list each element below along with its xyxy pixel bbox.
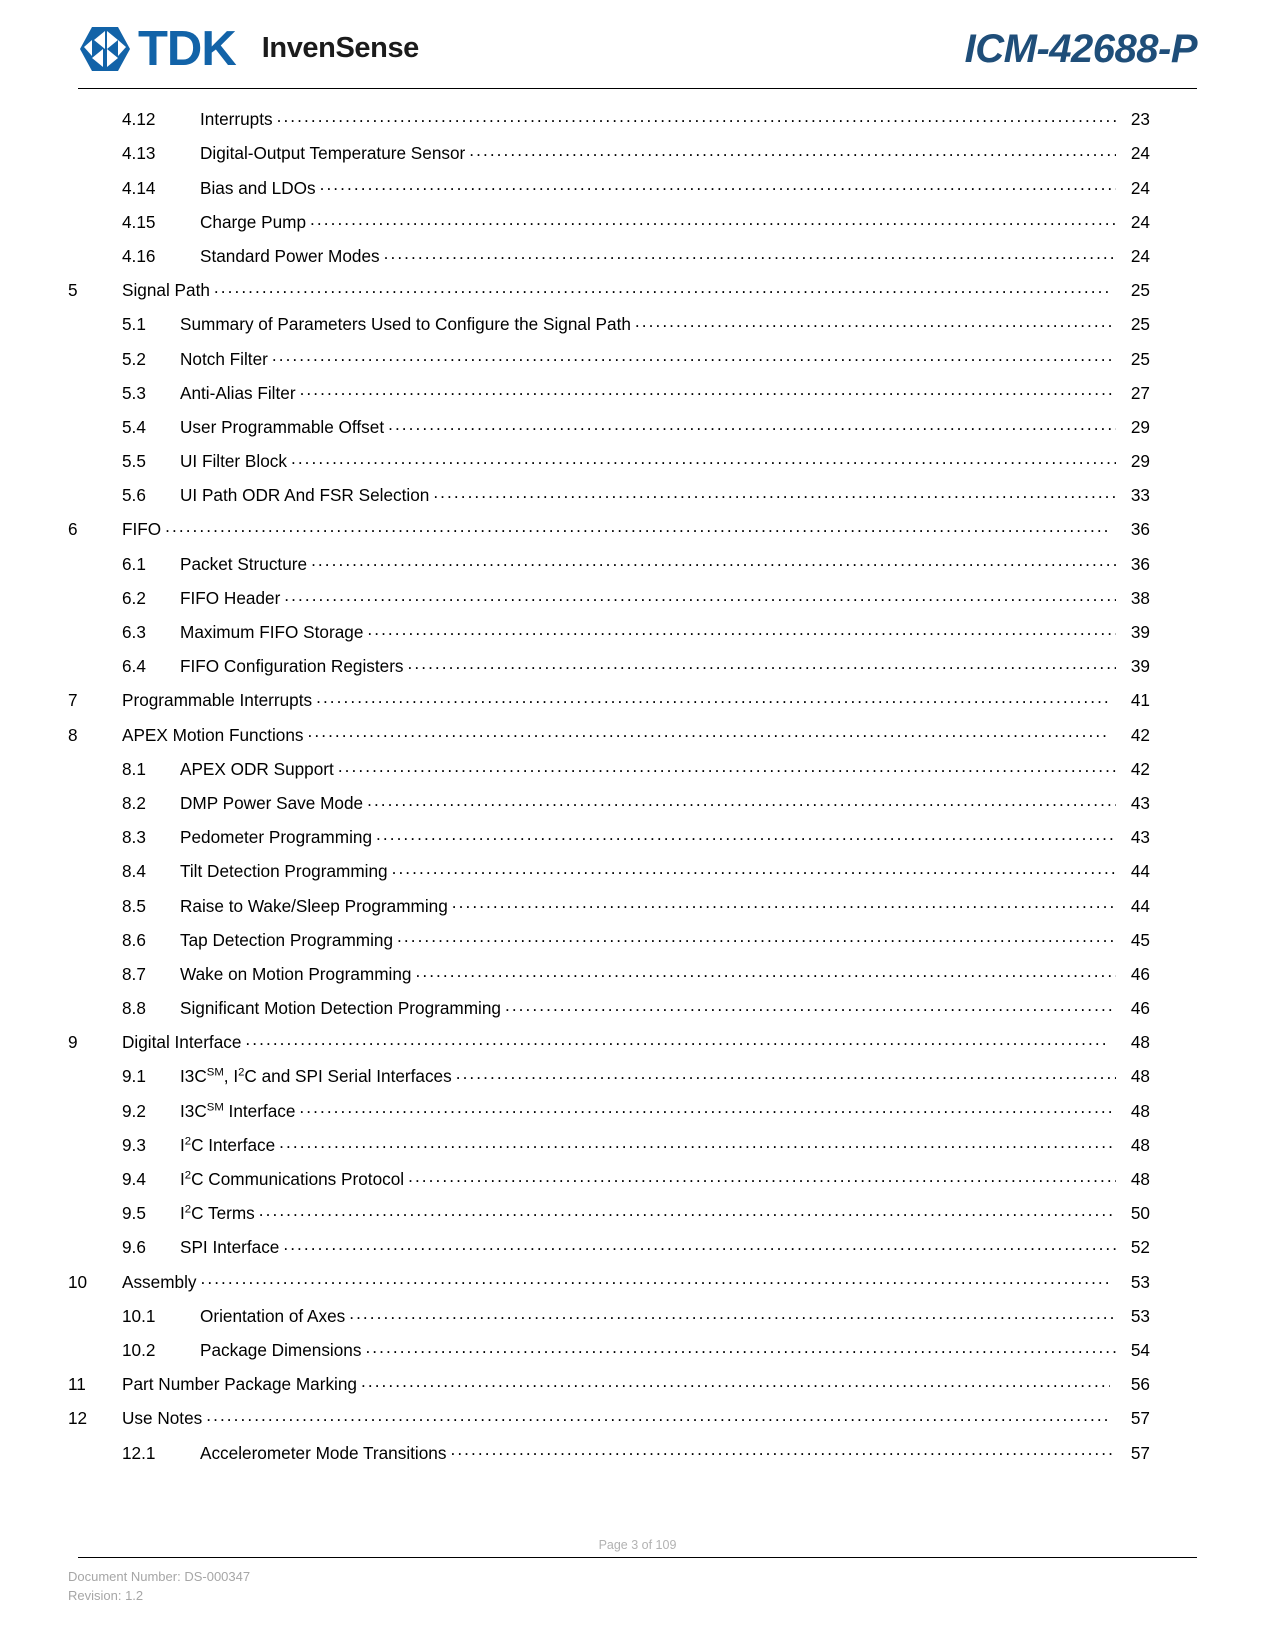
toc-leader-dots bbox=[408, 655, 1116, 672]
toc-entry-number: 9.1 bbox=[122, 1066, 146, 1087]
toc-entry[interactable] bbox=[68, 518, 1150, 552]
toc-entry-page: 39 bbox=[1130, 656, 1150, 677]
toc-leader-dots bbox=[416, 963, 1117, 980]
document-number: Document Number: DS-000347 bbox=[68, 1569, 251, 1584]
toc-entry-number: 12 bbox=[68, 1408, 88, 1429]
toc-entry-number: 5 bbox=[68, 280, 78, 301]
toc-entry[interactable] bbox=[68, 929, 1150, 963]
toc-entry-title: FIFO Header bbox=[180, 587, 281, 608]
toc-entry[interactable] bbox=[68, 484, 1150, 518]
toc-entry[interactable] bbox=[68, 1373, 1150, 1407]
toc-leader-dots bbox=[338, 758, 1116, 775]
toc-entry-number: 4.13 bbox=[122, 143, 156, 164]
toc-leader-dots bbox=[320, 176, 1116, 193]
toc-entry-title: UI Path ODR And FSR Selection bbox=[180, 485, 430, 506]
page-header bbox=[0, 0, 1275, 92]
toc-entry-page: 24 bbox=[1130, 177, 1150, 198]
toc-entry-number: 9.4 bbox=[122, 1169, 146, 1189]
toc-leader-dots bbox=[308, 723, 1110, 740]
toc-leader-dots bbox=[452, 894, 1116, 911]
toc-entry-number: 10.1 bbox=[122, 1305, 156, 1326]
toc-entry[interactable] bbox=[68, 1407, 1150, 1441]
toc-entry-title: Packet Structure bbox=[180, 553, 308, 574]
toc-leader-dots bbox=[277, 108, 1116, 125]
toc-entry-title: FIFO Configuration Registers bbox=[180, 656, 404, 677]
toc-entry[interactable] bbox=[68, 108, 1150, 142]
toc-entry-page: 48 bbox=[1130, 1100, 1150, 1121]
toc-entry[interactable] bbox=[68, 552, 1150, 586]
toc-entry-title: APEX ODR Support bbox=[180, 758, 334, 779]
toc-entry-number: 8.6 bbox=[122, 929, 146, 950]
toc-entry-number: 4.15 bbox=[122, 211, 156, 232]
toc-entry-page: 48 bbox=[1130, 1032, 1150, 1053]
toc-entry-page: 33 bbox=[1130, 485, 1150, 506]
toc-entry-number: 8.4 bbox=[122, 861, 146, 882]
toc-entry-page: 56 bbox=[1130, 1374, 1150, 1395]
toc-entry-title: Maximum FIFO Storage bbox=[180, 622, 364, 642]
toc-entry-number: 5.6 bbox=[122, 485, 146, 506]
toc-entry[interactable] bbox=[68, 279, 1150, 313]
toc-leader-dots bbox=[311, 552, 1116, 569]
toc-leader-dots bbox=[316, 689, 1110, 706]
toc-entry-page: 23 bbox=[1130, 109, 1150, 130]
toc-leader-dots bbox=[505, 997, 1116, 1014]
toc-entry[interactable] bbox=[68, 1134, 1150, 1168]
toc-entry-page: 46 bbox=[1130, 963, 1150, 984]
toc-entry-page: 42 bbox=[1130, 724, 1150, 745]
toc-entry-page: 25 bbox=[1130, 348, 1150, 369]
toc-entry-title: FIFO bbox=[122, 519, 162, 540]
toc-entry[interactable] bbox=[68, 1202, 1150, 1236]
toc-entry-title: Charge Pump bbox=[200, 211, 307, 232]
toc-entry[interactable] bbox=[68, 792, 1150, 826]
toc-entry-title: $I^2C$ Interface bbox=[180, 1134, 276, 1155]
toc-entry-page: 43 bbox=[1130, 827, 1150, 848]
toc-entry-page: 42 bbox=[1130, 758, 1150, 779]
toc-entry-number: 12.1 bbox=[122, 1442, 156, 1463]
toc-entry[interactable] bbox=[68, 1305, 1150, 1339]
toc-entry-number: 10 bbox=[68, 1271, 88, 1292]
toc-entry[interactable] bbox=[68, 655, 1150, 689]
toc-leader-dots bbox=[349, 1305, 1116, 1322]
toc-entry-title: DMP Power Save Mode bbox=[180, 792, 364, 813]
toc-entry-title: Signal Path bbox=[122, 280, 210, 301]
document-revision: Revision: 1.2 bbox=[68, 1587, 144, 1603]
toc-entry[interactable] bbox=[68, 587, 1150, 621]
toc-entry-page: 48 bbox=[1130, 1169, 1150, 1189]
toc-entry[interactable] bbox=[68, 313, 1150, 347]
toc-leader-dots bbox=[365, 1339, 1116, 1356]
toc-entry[interactable] bbox=[68, 347, 1150, 381]
toc-leader-dots bbox=[388, 416, 1116, 433]
toc-entry-title: Assembly bbox=[122, 1271, 197, 1292]
toc-entry[interactable] bbox=[68, 1099, 1150, 1133]
toc-entry-page: 24 bbox=[1130, 143, 1150, 164]
toc-leader-dots bbox=[299, 1099, 1116, 1116]
tdk-wordmark: TDK bbox=[138, 21, 236, 76]
toc-entry-title: Programmable Interrupts bbox=[122, 690, 313, 711]
toc-entry-title: Part Number Package Marking bbox=[122, 1374, 357, 1395]
toc-entry-page: 43 bbox=[1130, 792, 1150, 813]
toc-entry-number: 8.1 bbox=[122, 758, 146, 779]
toc-entry[interactable] bbox=[68, 450, 1150, 484]
toc-entry-number: 5.4 bbox=[122, 416, 146, 437]
toc-entry-number: 9.2 bbox=[122, 1100, 146, 1121]
toc-entry-number: 4.14 bbox=[122, 177, 156, 198]
toc-entry-page: 25 bbox=[1130, 280, 1150, 301]
toc-leader-dots bbox=[361, 1373, 1110, 1390]
toc-entry-title: Tilt Detection Programming bbox=[180, 861, 388, 882]
toc-entry-title: Accelerometer Mode Transitions bbox=[200, 1442, 447, 1463]
toc-entry[interactable] bbox=[68, 860, 1150, 894]
toc-leader-dots bbox=[408, 1168, 1116, 1185]
toc-entry-page: 53 bbox=[1130, 1305, 1150, 1326]
toc-entry-number: 6.4 bbox=[122, 656, 146, 677]
toc-entry[interactable] bbox=[68, 963, 1150, 997]
toc-entry-title: Orientation of Axes bbox=[200, 1305, 346, 1326]
toc-entry-number: 9.5 bbox=[122, 1203, 146, 1224]
toc-entry-page: 24 bbox=[1130, 245, 1150, 266]
toc-entry-page: 39 bbox=[1130, 622, 1150, 642]
toc-entry-number: 7 bbox=[68, 690, 78, 711]
toc-entry-page: 48 bbox=[1130, 1134, 1150, 1155]
toc-entry-title: Tap Detection Programming bbox=[180, 929, 394, 950]
toc-entry-page: 48 bbox=[1130, 1066, 1150, 1087]
toc-leader-dots bbox=[433, 484, 1116, 501]
toc-entry-page: 45 bbox=[1130, 929, 1150, 950]
toc-entry[interactable] bbox=[68, 382, 1150, 416]
toc-entry[interactable] bbox=[68, 142, 1150, 176]
toc-entry-page: 50 bbox=[1130, 1203, 1150, 1224]
toc-entry-number: 9 bbox=[68, 1032, 78, 1053]
toc-entry-title: Use Notes bbox=[122, 1408, 203, 1429]
invensense-wordmark: InvenSense bbox=[261, 31, 419, 64]
toc-leader-dots bbox=[397, 929, 1116, 946]
toc-leader-dots bbox=[310, 211, 1116, 228]
toc-entry[interactable] bbox=[68, 1270, 1150, 1304]
toc-entry[interactable] bbox=[68, 1339, 1150, 1373]
toc-entry-title: Digital Interface bbox=[122, 1032, 242, 1053]
tdk-diamond-logo-icon bbox=[78, 25, 132, 73]
toc-entry-number: 11 bbox=[68, 1374, 86, 1395]
toc-entry-title: Raise to Wake/Sleep Programming bbox=[180, 895, 448, 916]
toc-entry-page: 46 bbox=[1130, 998, 1150, 1019]
toc-entry-title: Digital-Output Temperature Sensor bbox=[200, 143, 466, 164]
toc-entry-title: User Programmable Offset bbox=[180, 416, 385, 437]
toc-entry-page: 44 bbox=[1130, 895, 1150, 916]
toc-leader-dots bbox=[450, 1441, 1116, 1458]
toc-leader-dots bbox=[300, 382, 1116, 399]
toc-entry[interactable] bbox=[68, 723, 1150, 757]
toc-entry-title: Bias and LDOs bbox=[200, 177, 316, 198]
toc-entry-page: 27 bbox=[1130, 382, 1150, 403]
toc-leader-dots bbox=[376, 826, 1116, 843]
toc-entry-page: 25 bbox=[1130, 314, 1150, 335]
toc-entry-title: Summary of Parameters Used to Configure the Signal Path bbox=[180, 314, 631, 335]
toc-entry-number: 8.7 bbox=[122, 963, 146, 984]
toc-leader-dots bbox=[291, 450, 1116, 467]
toc-entry-page: 52 bbox=[1130, 1237, 1150, 1258]
toc-entry[interactable] bbox=[68, 1236, 1150, 1270]
toc-leader-dots bbox=[384, 245, 1116, 262]
toc-leader-dots bbox=[201, 1270, 1111, 1287]
toc-entry-number: 10.2 bbox=[122, 1339, 156, 1360]
toc-entry-number: 8.3 bbox=[122, 827, 146, 848]
toc-entry-page: 29 bbox=[1130, 451, 1150, 472]
toc-entry-page: 38 bbox=[1130, 587, 1150, 608]
toc-entry-number: 9.6 bbox=[122, 1237, 146, 1258]
page-number-label: Page 3 of 109 bbox=[598, 1538, 677, 1552]
toc-leader-dots bbox=[284, 587, 1116, 604]
toc-leader-dots bbox=[456, 1065, 1116, 1082]
toc-entry-title: Anti-Alias Filter bbox=[180, 382, 296, 403]
toc-entry-page: 57 bbox=[1130, 1408, 1150, 1429]
toc-entry-number: 9.3 bbox=[122, 1134, 146, 1155]
table-of-contents bbox=[68, 108, 1150, 1476]
toc-entry-page: 57 bbox=[1130, 1442, 1150, 1463]
toc-entry[interactable] bbox=[68, 1441, 1150, 1475]
toc-entry[interactable] bbox=[68, 621, 1150, 655]
toc-entry-page: 24 bbox=[1130, 211, 1150, 232]
part-number-title: ICM-42688-P bbox=[964, 27, 1197, 71]
toc-entry-title: Interrupts bbox=[200, 109, 273, 130]
toc-entry-number: 5.5 bbox=[122, 451, 146, 472]
toc-entry[interactable] bbox=[68, 689, 1150, 723]
toc-entry[interactable] bbox=[68, 997, 1150, 1031]
footer-metadata bbox=[68, 1568, 250, 1606]
toc-entry-number: 5.1 bbox=[122, 314, 146, 335]
toc-leader-dots bbox=[392, 860, 1116, 877]
toc-entry-page: 29 bbox=[1130, 416, 1150, 437]
toc-entry[interactable] bbox=[68, 1031, 1150, 1065]
toc-entry-title: Package Dimensions bbox=[200, 1339, 362, 1360]
toc-entry-number: 5.2 bbox=[122, 348, 146, 369]
toc-entry-title: Wake on Motion Programming bbox=[180, 963, 412, 984]
toc-entry-page: 54 bbox=[1130, 1339, 1150, 1360]
toc-entry-number: 8 bbox=[68, 724, 78, 745]
toc-leader-dots bbox=[469, 142, 1116, 159]
toc-entry-title: APEX Motion Functions bbox=[122, 724, 304, 745]
toc-entry[interactable] bbox=[68, 826, 1150, 860]
toc-entry-title: UI Filter Block bbox=[180, 451, 287, 472]
toc-leader-dots bbox=[165, 518, 1110, 535]
brand-logo bbox=[78, 21, 419, 76]
toc-leader-dots bbox=[367, 621, 1116, 638]
toc-entry-title: I3C℠, $I^2C$ and SPI Serial Interfaces bbox=[180, 1066, 452, 1087]
toc-entry-number: 4.16 bbox=[122, 245, 156, 266]
footer-divider bbox=[78, 1557, 1197, 1558]
toc-entry[interactable] bbox=[68, 1168, 1150, 1202]
toc-entry[interactable] bbox=[68, 176, 1150, 210]
toc-entry-number: 4.12 bbox=[122, 109, 156, 130]
toc-entry-title: $I^2C$ Communications Protocol bbox=[180, 1169, 405, 1189]
toc-entry-number: 6 bbox=[68, 519, 78, 540]
toc-leader-dots bbox=[283, 1236, 1116, 1253]
toc-entry[interactable] bbox=[68, 1065, 1150, 1099]
toc-entry-number: 8.8 bbox=[122, 998, 146, 1019]
toc-entry[interactable] bbox=[68, 416, 1150, 450]
toc-leader-dots bbox=[367, 792, 1116, 809]
toc-entry-page: 44 bbox=[1130, 861, 1150, 882]
toc-entry-page: 53 bbox=[1130, 1271, 1150, 1292]
toc-entry-number: 8.5 bbox=[122, 895, 146, 916]
toc-leader-dots bbox=[206, 1407, 1110, 1424]
toc-entry-title: I3C℠ Interface bbox=[180, 1100, 296, 1121]
toc-entry[interactable] bbox=[68, 894, 1150, 928]
toc-entry-number: 6.1 bbox=[122, 553, 146, 574]
toc-entry-title: Standard Power Modes bbox=[200, 245, 380, 266]
toc-entry-page: 36 bbox=[1130, 553, 1150, 574]
toc-entry[interactable] bbox=[68, 211, 1150, 245]
toc-entry-page: 41 bbox=[1130, 690, 1150, 711]
header-divider bbox=[78, 88, 1197, 89]
toc-entry-page: 36 bbox=[1130, 519, 1150, 540]
toc-leader-dots bbox=[214, 279, 1110, 296]
toc-entry-title: Notch Filter bbox=[180, 348, 268, 369]
toc-entry[interactable] bbox=[68, 245, 1150, 279]
toc-entry-number: 8.2 bbox=[122, 792, 146, 813]
toc-entry[interactable] bbox=[68, 758, 1150, 792]
toc-entry-title: Significant Motion Detection Programming bbox=[180, 998, 501, 1019]
toc-leader-dots bbox=[635, 313, 1116, 330]
toc-leader-dots bbox=[272, 347, 1116, 364]
toc-leader-dots bbox=[245, 1031, 1110, 1048]
toc-entry-title: $I^2C$ Terms bbox=[180, 1203, 255, 1224]
toc-leader-dots bbox=[279, 1134, 1116, 1151]
toc-leader-dots bbox=[259, 1202, 1116, 1219]
toc-entry-number: 6.3 bbox=[122, 622, 146, 642]
toc-entry-title: Pedometer Programming bbox=[180, 827, 373, 848]
toc-entry-title: SPI Interface bbox=[180, 1237, 280, 1258]
toc-entry-number: 5.3 bbox=[122, 382, 146, 403]
toc-entry-number: 6.2 bbox=[122, 587, 146, 608]
